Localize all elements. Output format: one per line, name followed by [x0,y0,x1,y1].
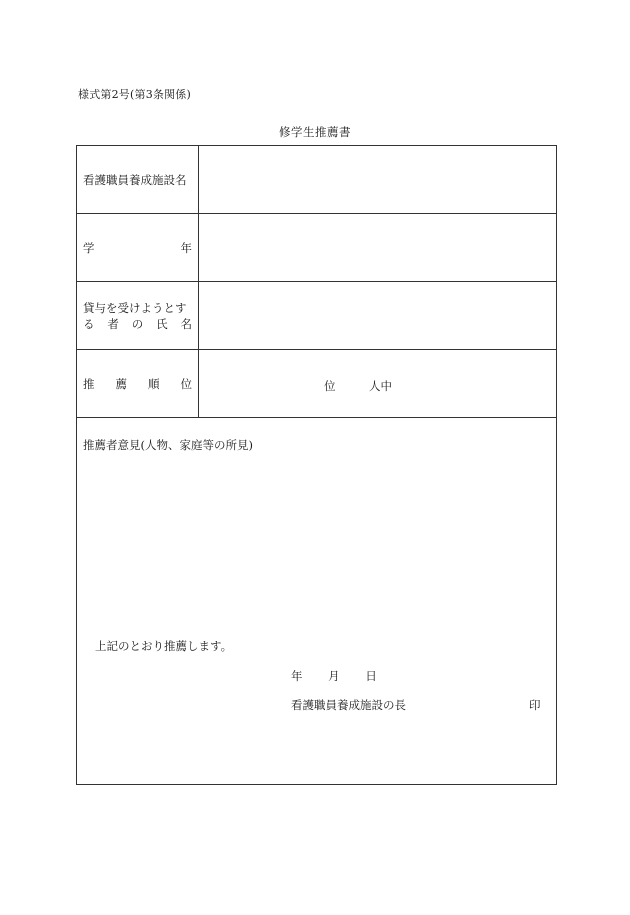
opinion-label: 推薦者意見(人物、家庭等の所見) [83,438,253,452]
facility-name-label-cell [77,146,199,213]
grade-field[interactable] [199,214,556,281]
rank-label-char: 薦 [115,376,127,391]
recommendation-rank-row [77,350,556,418]
date-day: 日 [365,669,377,683]
student-name-label-char: 者 [107,316,119,331]
student-name-label-line2 [83,316,192,332]
facility-name-row [77,146,556,214]
recommendation-form-table [76,145,557,785]
rank-field[interactable] [199,350,556,417]
rank-total-unit: 人中 [369,379,392,393]
grade-label [83,240,192,256]
grade-label-char: 年 [180,240,192,255]
form-number: 様式第2号(第3条関係) [78,88,191,101]
closing-statement: 上記のとおり推薦します。 [95,639,233,653]
student-name-label-char: る [83,316,95,331]
date-year: 年 [291,669,303,683]
facility-head-label: 看護職員養成施設の長 [291,698,406,712]
rank-label-char: 推 [83,376,95,391]
student-name-label-cell [77,282,199,349]
grade-row [77,214,556,282]
student-name-label-line1: 貸与を受けようとす [83,300,187,315]
rank-label-char: 位 [180,376,192,391]
document-title: 修学生推薦書 [279,125,351,139]
rank-position-unit: 位 [324,379,336,393]
rank-label-char: 順 [148,376,160,391]
seal-mark: 印 [529,698,541,712]
facility-name-label: 看護職員養成施設名 [83,172,187,187]
recommender-opinion-row[interactable] [77,418,556,784]
rank-label [83,376,192,392]
date-line [291,668,399,684]
student-name-row [77,282,556,350]
student-name-label-char: 氏 [156,316,168,331]
date-month: 月 [328,669,340,683]
student-name-field[interactable] [199,282,556,349]
student-name-label-char: 名 [180,316,192,331]
grade-label-cell [77,214,199,281]
rank-label-cell [77,350,199,417]
grade-label-char: 学 [83,240,95,255]
facility-name-field[interactable] [199,146,556,213]
student-name-label-char: の [131,316,144,331]
